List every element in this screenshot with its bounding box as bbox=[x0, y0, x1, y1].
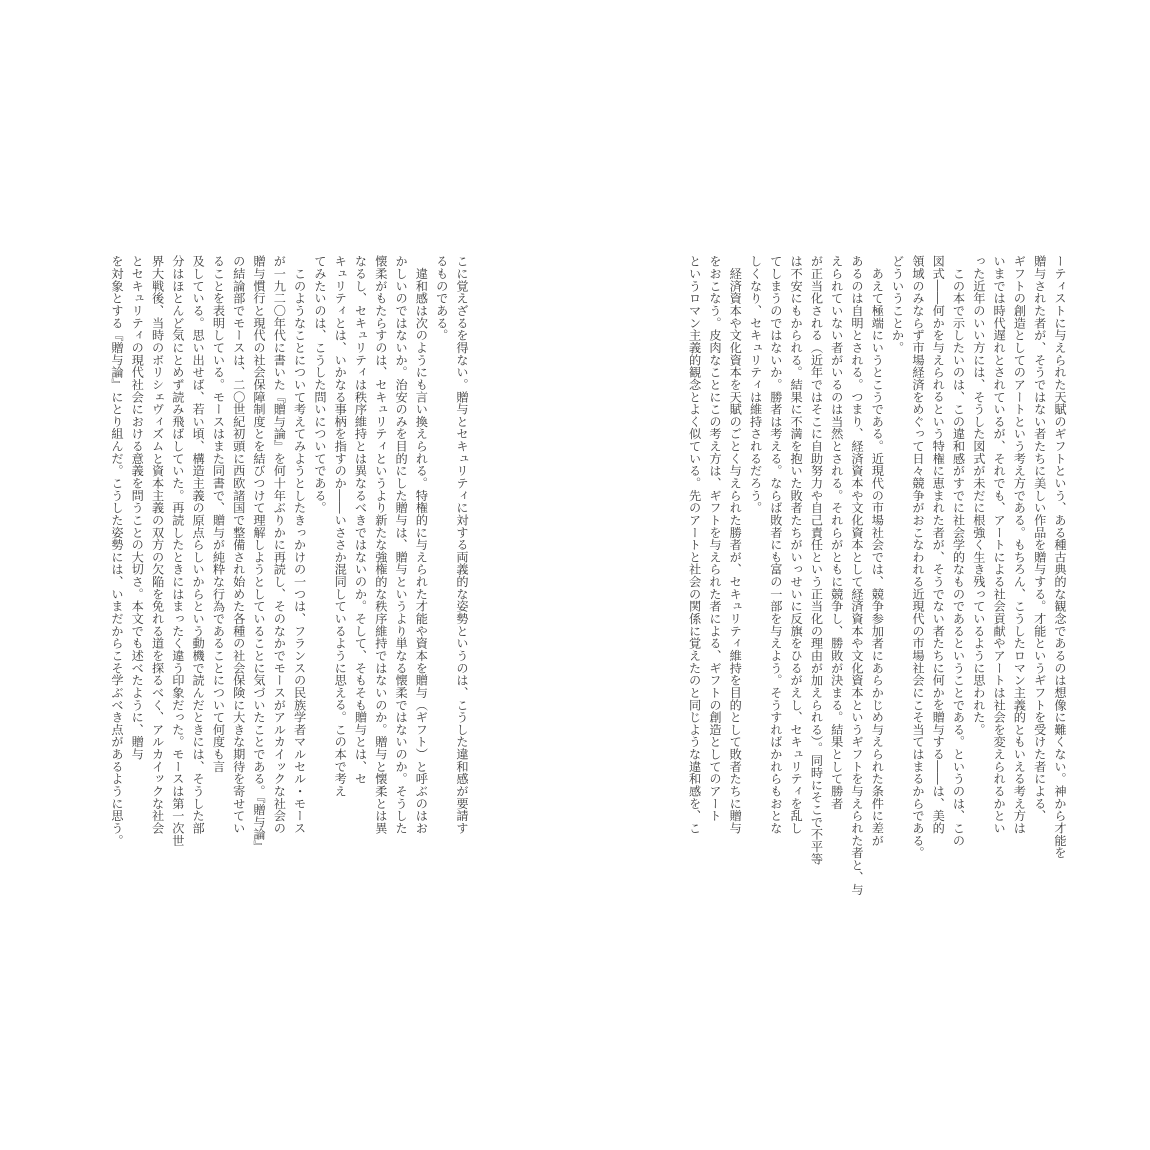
text-line: 図式――何かを与えられるという特権に恵まれた者が、そうでない者たちに何かを贈与する――は、美的 bbox=[931, 255, 946, 834]
text-line: 贈与慣行と現代の社会保障制度とを結びつけて理解しようとしていることに気づいたことである。『贈与論』 bbox=[252, 255, 267, 853]
text-line: ーティストに与えられた天賦のギフトという、ある種古典的な観念であるのは想像に難くない。神から才能を bbox=[1053, 255, 1067, 859]
text-line: 経済資本や文化資本を天賦のごとく与えられた勝者が、セキュリティ維持を目的として敗者たちに贈与 bbox=[728, 255, 743, 835]
text-line: 領域のみならず市場経済をめぐって日々競争がおこなわれる近現代の市場社会にこそ当てはまるからである。 bbox=[910, 255, 925, 859]
left-page-body bbox=[84, 255, 472, 903]
text-line: しくなり、セキュリティは維持されるだろう。 bbox=[748, 255, 763, 514]
text-line: 懐柔がもたらすのは、セキュリティというより新たな強権的な秩序維持ではないのか。贈与と懐柔とは異 bbox=[373, 255, 388, 835]
text-line: とセキュリティの現代社会における意義を問うことの大切さ。本文でも述べたように、贈与 bbox=[130, 255, 145, 761]
text-line: てみたいのは、こうした問いについてである。 bbox=[312, 255, 327, 514]
text-line: いまでは時代遅れとされているが、それでも、アートによる社会貢献やアートは社会を変えられるかとい bbox=[992, 255, 1007, 835]
text-line: こに覚えざるを得ない。贈与とセキュリティに対する両義的な姿勢というのは、こうした違和感が要請す bbox=[455, 255, 469, 835]
text-line: が正当化される（近年ではそこに自助努力や自己責任という正当化の理由が加えられる）。同時にそこで不平等 bbox=[809, 255, 824, 865]
text-line: を対象とする『贈与論』にとり組んだ。こうした姿勢には、いまだからこそ学ぶべき点があるように思う。 bbox=[109, 255, 124, 847]
text-line: の結論部でモースは、二〇世紀初頭に西欧諸国で整備され始めた各種の社会保険に大きな期待を寄せてい bbox=[231, 255, 246, 835]
text-line: あるのは自明とされる。つまり、経済資本や文化資本として経済資本や文化資本というギフトを与えられた者と、与 bbox=[850, 255, 865, 896]
text-line: った近年のいい方には、そうした図式が未だに根強く生き残っているように思われた。 bbox=[971, 255, 986, 736]
text-line: 分はほとんど気にとめず読み飛ばしていた。再読したときにはまったく違う印象だった。モースは第一次世 bbox=[170, 255, 185, 847]
text-line: 違和感は次のようにも言い換えられる。特権的に与えられた才能や資本を贈与（ギフト）と呼ぶのはお bbox=[414, 255, 429, 835]
text-line: るものである。 bbox=[434, 255, 449, 342]
right-page-body bbox=[688, 255, 1070, 903]
text-line: 贈与された者が、そうではない者たちに美しい作品を贈与する。才能というギフトを受けた者による、 bbox=[1032, 255, 1047, 822]
right-page bbox=[688, 255, 1070, 903]
text-line: あえて極端にいうとこうである。近現代の市場社会では、競争参加者にあらかじめ与えられた条件に差が bbox=[870, 255, 885, 847]
left-page bbox=[84, 255, 472, 903]
text-line: ることを表明している。モースはまた同書で、贈与が純粋な行為であることについて何度も言 bbox=[211, 255, 226, 773]
text-line: なるし、セキュリティは秩序維持とは異なるべきではないのか。そして、そもそも贈与とは、セ bbox=[353, 255, 368, 785]
text-line: どういうことか。 bbox=[890, 255, 905, 354]
text-line: 及している。思い出せば、若い頃、構造主義の原点らしいからという動機で読んだときには、そうした部 bbox=[191, 255, 206, 835]
text-line: 界大戦後、当時のボリシェヴィズムと資本主義の双方の欠陥を免れる道を探るべく、アルカイックな社会 bbox=[150, 255, 165, 835]
text-line: ギフトの創造としてのアートという考え方である。もちろん、こうしたロマン主義的ともいえる考え方は bbox=[1012, 255, 1027, 835]
text-line: この本で示したいのは、この違和感がすでに社会学的なものであるということである。というのは、この bbox=[951, 255, 966, 847]
text-line: は不安にもかられる。結果に不満を抱いた敗者たちがいっせいに反旗をひるがえし、セキュリティを乱し bbox=[789, 255, 804, 835]
text-line: このようなことについて考えてみようとしたきっかけの一つは、フランスの民族学者マルセル・モース bbox=[292, 255, 307, 835]
text-line: かしいのではないか。治安のみを目的にした贈与は、贈与というより単なる懐柔ではないのか。そうした bbox=[394, 255, 409, 835]
text-line: キュリティとは、いかなる事柄を指すのか――いささか混同しているように思える。この本で考え bbox=[333, 255, 348, 798]
text-line: えられていない者がいるのは当然とされる。それらがともに競争し、勝敗が決まる。結果として勝者 bbox=[829, 255, 844, 810]
text-line: てしまうのではないか。勝者は考える。ならば敗者にも富の一部を与えよう。そうすればかれらもおとな bbox=[768, 255, 783, 835]
text-line: が一九二〇年代に書いた『贈与論』を何十年ぶりかに再読し、そのなかでモースがアルカイックな社会の bbox=[272, 255, 287, 835]
text-line: をおこなう。皮肉なことにこの考え方は、ギフトを与えられた者による、ギフトの創造としてのアート bbox=[707, 255, 722, 822]
text-line: というロマン主義的観念とよく似ている。先のアートと社会の関係に覚えたのと同じような違和感を、こ bbox=[688, 255, 702, 835]
